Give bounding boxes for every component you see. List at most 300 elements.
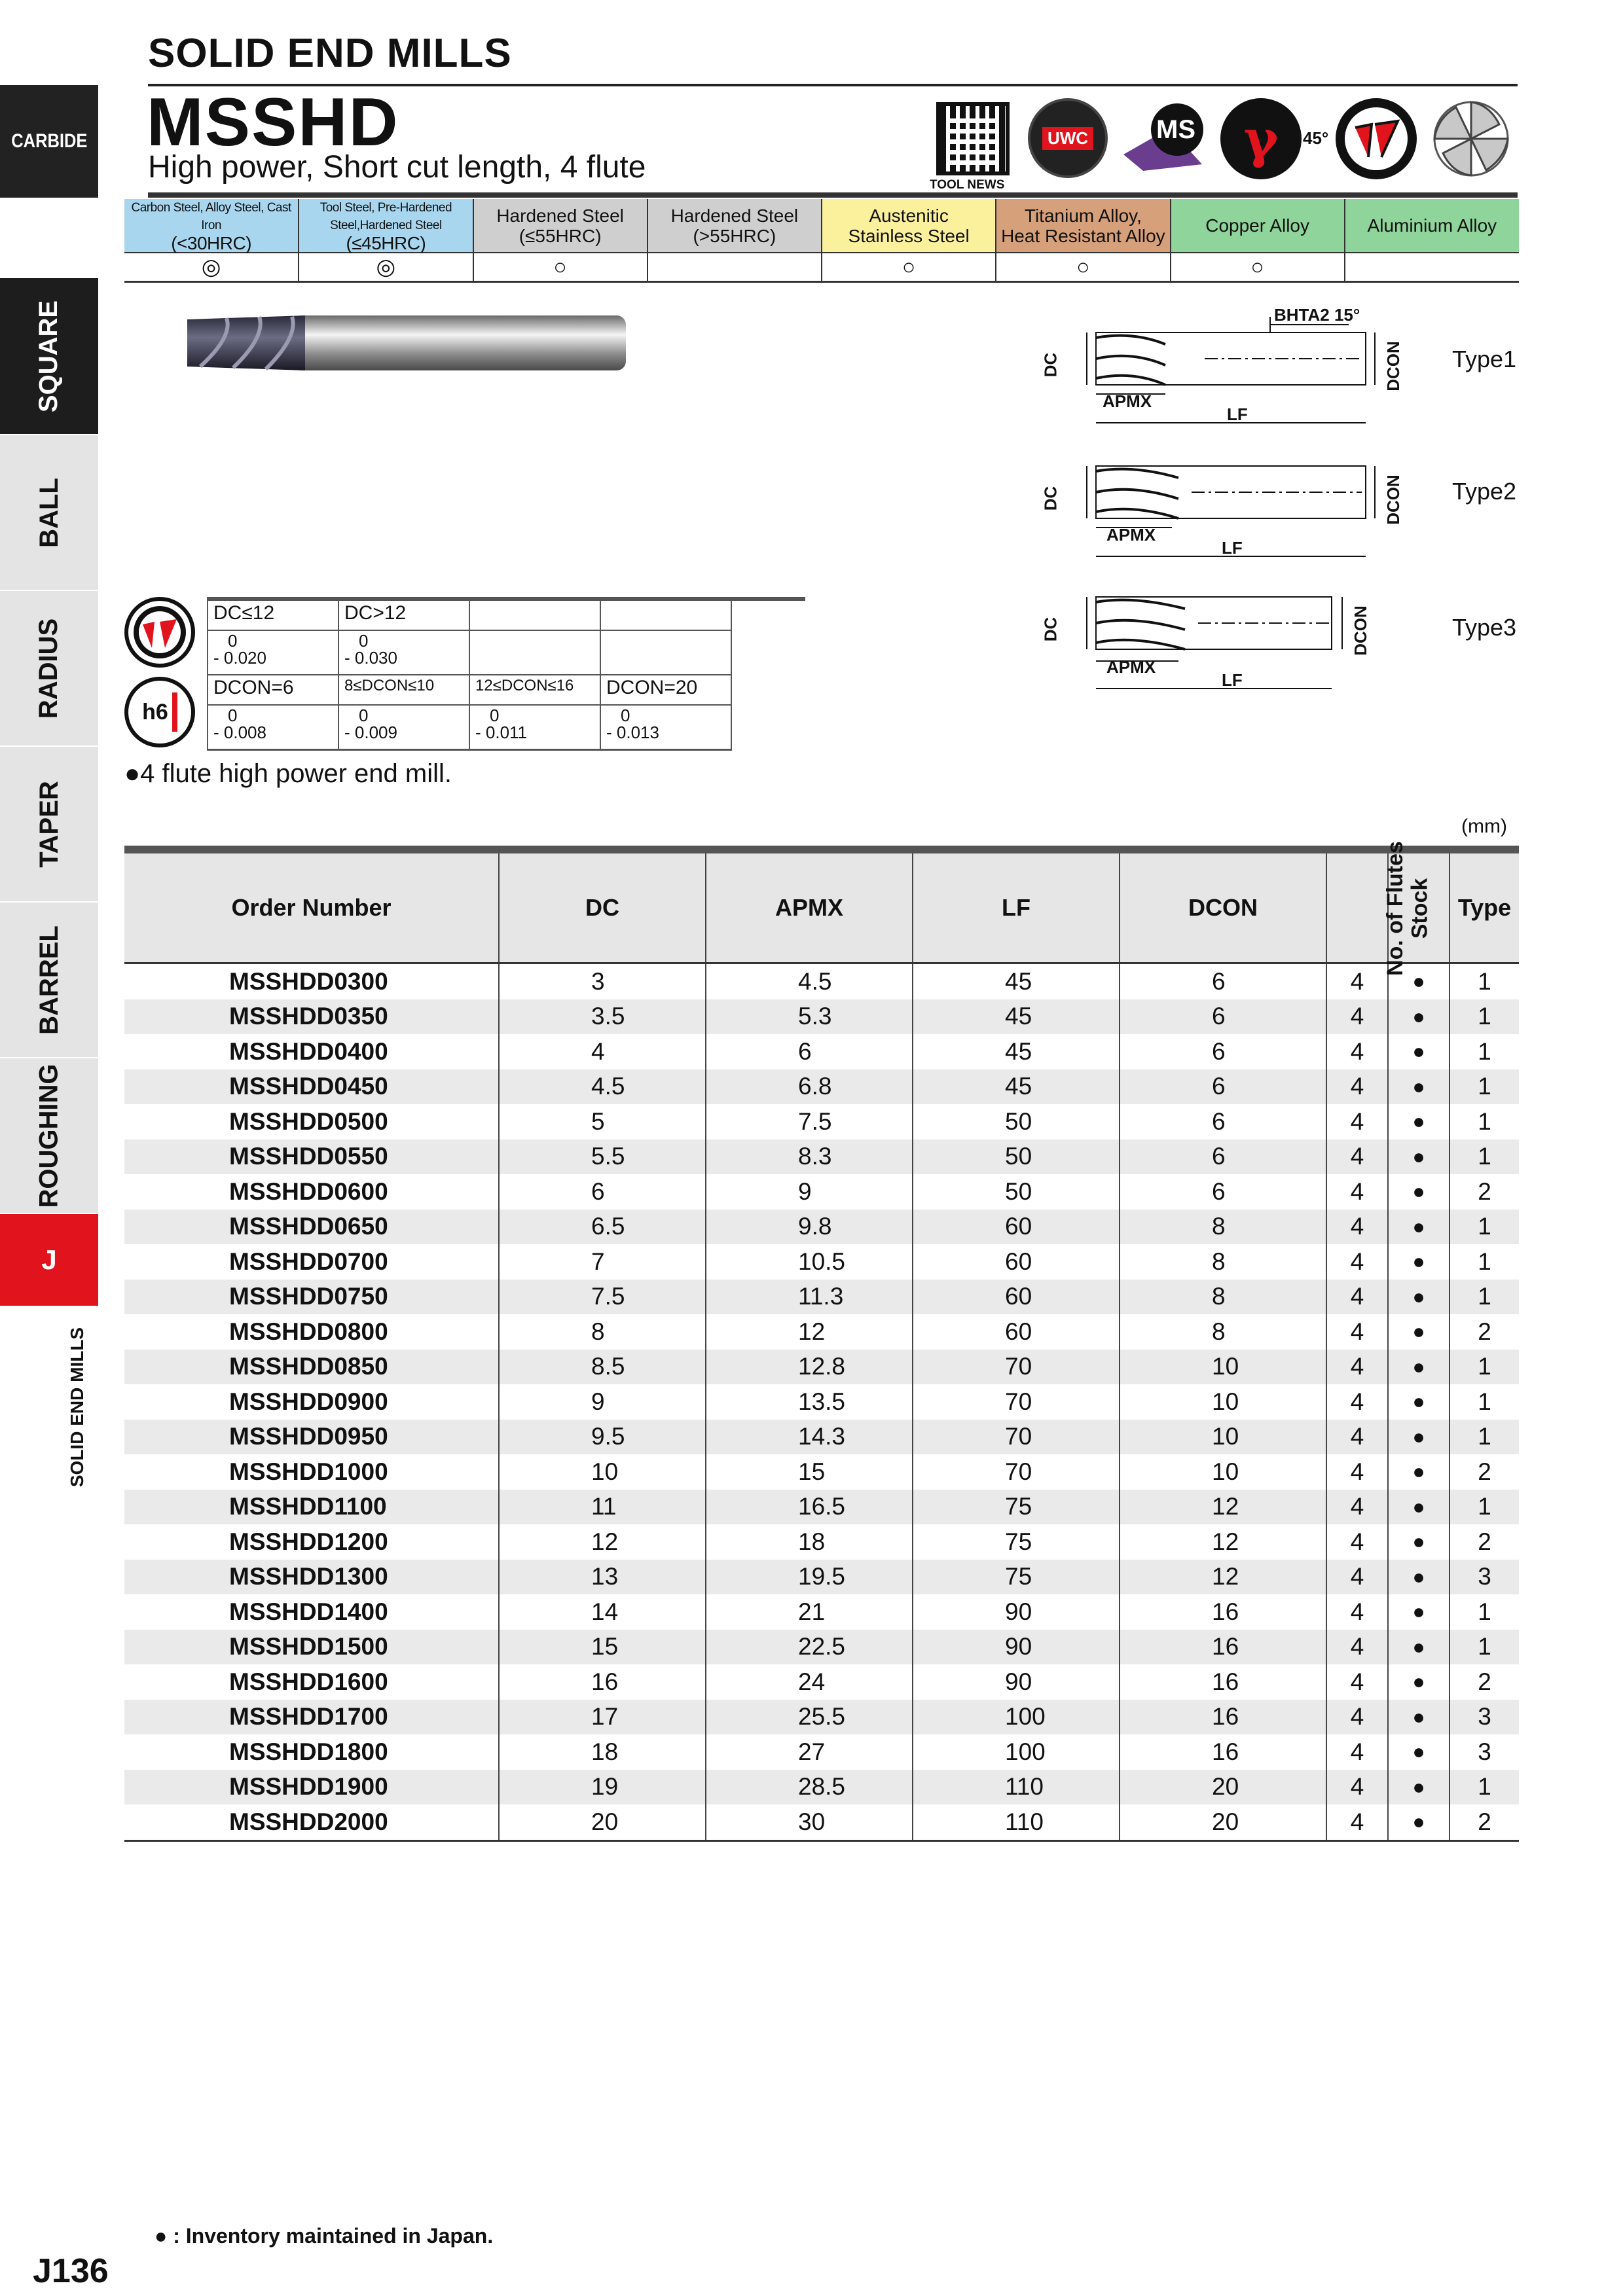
table-row xyxy=(124,1244,1519,1280)
cell-type: 1 xyxy=(1478,1598,1491,1625)
table-row xyxy=(124,1384,1519,1420)
cell-stock: ● xyxy=(1388,1560,1450,1595)
cell-stock: ● xyxy=(1388,1280,1450,1315)
cell-order-number[interactable]: MSSHDD1200 xyxy=(124,1524,499,1560)
tab-ball[interactable]: BALL xyxy=(0,435,98,590)
table-row xyxy=(124,1664,1519,1700)
tol-header: DCON=20 xyxy=(600,675,731,705)
cell-apmx: 15 xyxy=(706,1454,913,1490)
cell-dcon: 8 xyxy=(1120,1210,1326,1245)
cell-dc: 9.5 xyxy=(499,1420,706,1455)
cell-dc: 20 xyxy=(499,1804,706,1840)
header-dcon: DCON xyxy=(1120,850,1326,963)
tab-j-active[interactable]: J xyxy=(0,1214,98,1306)
cell-stock: ● xyxy=(1388,1244,1450,1280)
dcon-label-type1: DCON xyxy=(1383,341,1403,391)
type1-label: Type1 xyxy=(1452,346,1517,372)
cell-flutes: 4 xyxy=(1326,1420,1388,1455)
cell-order-number[interactable]: MSSHDD0650 xyxy=(124,1210,499,1245)
cell-dcon: 10 xyxy=(1120,1384,1326,1420)
cell-stock: ● xyxy=(1388,1630,1450,1665)
tab-radius[interactable]: RADIUS xyxy=(0,591,98,745)
cell-lf: 90 xyxy=(913,1664,1120,1700)
cell-stock: ● xyxy=(1388,1734,1450,1770)
cell-stock: ● xyxy=(1388,1384,1450,1420)
cell-flutes: 4 xyxy=(1326,1174,1388,1210)
cell-apmx: 7.5 xyxy=(706,1104,913,1139)
cell-order-number[interactable]: MSSHDD0600 xyxy=(124,1174,499,1210)
material-rating: ○ xyxy=(996,253,1170,282)
cell-type: 3 xyxy=(1450,1700,1519,1735)
footnote: ● : Inventory maintained in Japan. xyxy=(155,2224,494,2248)
end-mill-photo xyxy=(187,310,632,376)
tol-header: DC>12 xyxy=(338,601,469,630)
cell-lf: 70 xyxy=(913,1420,1120,1455)
cell-lf: 60 xyxy=(913,1244,1120,1280)
cell-dcon: 10 xyxy=(1120,1420,1326,1455)
cell-stock: ● xyxy=(1388,1139,1450,1175)
table-row xyxy=(124,1454,1519,1490)
material-rating: ○ xyxy=(473,253,647,282)
cell-type: 1 xyxy=(1450,1630,1519,1665)
dimension-diagrams xyxy=(1021,305,1525,711)
cell-flutes: 4 xyxy=(1326,1280,1388,1315)
cell-flutes: 4 xyxy=(1326,1560,1388,1595)
dcon-tolerance-value-row xyxy=(208,705,731,750)
cell-dc: 8.5 xyxy=(499,1350,706,1385)
cell-stock: ● xyxy=(1388,1104,1450,1139)
table-row xyxy=(124,963,1519,999)
table-row xyxy=(124,1174,1519,1210)
cell-stock: ● xyxy=(1388,1314,1450,1350)
cell-lf: 90 xyxy=(913,1594,1120,1630)
tol-value: 0 - 0.030 xyxy=(338,630,469,675)
cell-flutes: 4 xyxy=(1326,1594,1388,1630)
material-header: Tool Steel, Pre-Hardened Steel,Hardened Steel (≤45HRC) xyxy=(299,199,473,253)
material-header: Austenitic Stainless Steel xyxy=(822,199,996,253)
cell-apmx: 30 xyxy=(706,1804,913,1840)
cell-type: 2 xyxy=(1478,1318,1491,1345)
table-row xyxy=(124,1069,1519,1105)
cross-section-icon xyxy=(1427,98,1515,179)
cell-dcon: 6 xyxy=(1120,1174,1326,1210)
cell-order-number[interactable]: MSSHDD1500 xyxy=(124,1630,499,1665)
material-rating xyxy=(1345,253,1519,282)
cell-stock: ● xyxy=(1388,1490,1450,1525)
units-label: (mm) xyxy=(1461,816,1507,837)
cell-type: 1 xyxy=(1478,1107,1491,1135)
cell-dc: 10 xyxy=(499,1454,706,1490)
cell-apmx: 22.5 xyxy=(706,1630,913,1665)
cell-stock: ● xyxy=(1388,1069,1450,1105)
cell-lf: 100 xyxy=(913,1700,1120,1735)
cell-apmx: 12.8 xyxy=(706,1350,913,1385)
material-header: Carbon Steel, Alloy Steel, Cast Iron (<30HRC) xyxy=(124,199,299,253)
cell-lf: 45 xyxy=(913,963,1120,999)
cell-type: 1 xyxy=(1478,1388,1491,1415)
cell-type: 1 xyxy=(1450,1490,1519,1525)
work-material-table xyxy=(124,199,1519,283)
cell-dcon: 20 xyxy=(1120,1804,1326,1840)
bhta-label: BHTA2 15° xyxy=(1274,305,1360,325)
cell-order-number[interactable]: MSSHDD0400 xyxy=(124,1034,499,1069)
tol-value: 0 - 0.008 xyxy=(208,705,338,750)
cell-stock: ● xyxy=(1388,1594,1450,1630)
cell-lf: 70 xyxy=(913,1384,1120,1420)
material-rating: ○ xyxy=(822,253,996,282)
material-header-row xyxy=(124,199,1519,253)
cell-type: 2 xyxy=(1450,1804,1519,1840)
material-rating: ○ xyxy=(1171,253,1345,282)
cell-lf: 70 xyxy=(913,1350,1120,1385)
cell-apmx: 19.5 xyxy=(706,1560,913,1595)
cell-dcon: 16 xyxy=(1120,1630,1326,1665)
cell-lf: 110 xyxy=(913,1770,1120,1805)
tol-value xyxy=(469,630,600,675)
cell-flutes: 4 xyxy=(1326,1664,1388,1700)
cell-stock: ● xyxy=(1388,1174,1450,1210)
material-header: Titanium Alloy, Heat Resistant Alloy xyxy=(996,199,1170,253)
cell-type: 1 xyxy=(1450,1139,1519,1175)
cell-flutes: 4 xyxy=(1326,1314,1388,1350)
dc-tolerance-icon xyxy=(124,597,195,668)
table-header-row xyxy=(124,850,1519,963)
header-rule-bottom xyxy=(148,192,1518,198)
category-title: SOLID END MILLS xyxy=(148,31,512,76)
cell-order-number[interactable]: MSSHDD1300 xyxy=(124,1560,499,1595)
page-number: J136 xyxy=(33,2252,109,2290)
tab-carbide[interactable]: CARBIDE xyxy=(0,85,98,198)
cell-apmx: 4.5 xyxy=(706,963,913,999)
cell-lf: 50 xyxy=(913,1139,1120,1175)
cell-order-number[interactable]: MSSHDD1700 xyxy=(124,1700,499,1735)
cell-stock: ● xyxy=(1388,1524,1450,1560)
cell-dcon: 12 xyxy=(1120,1560,1326,1595)
lf-label-type3: LF xyxy=(1222,670,1243,690)
cell-lf: 45 xyxy=(913,1034,1120,1069)
cell-apmx: 6.8 xyxy=(706,1069,913,1105)
cell-dc: 19 xyxy=(499,1770,706,1805)
cell-type: 2 xyxy=(1478,1668,1491,1695)
table-row xyxy=(124,999,1519,1035)
cell-dc: 16 xyxy=(499,1664,706,1700)
cell-lf: 60 xyxy=(913,1314,1120,1350)
cell-order-number[interactable]: MSSHDD0300 xyxy=(124,963,499,999)
cell-dcon: 6 xyxy=(1120,1034,1326,1069)
cell-flutes: 4 xyxy=(1326,1069,1388,1105)
cell-apmx: 11.3 xyxy=(706,1280,913,1315)
dcon-label-type2: DCON xyxy=(1383,475,1403,525)
cell-type: 1 xyxy=(1478,967,1491,995)
cell-dcon: 6 xyxy=(1120,1104,1326,1139)
cell-dc: 4.5 xyxy=(499,1069,706,1105)
cell-stock: ● xyxy=(1388,1700,1450,1735)
cell-type: 1 xyxy=(1450,1280,1519,1315)
tab-roughing[interactable]: ROUGHING xyxy=(0,1058,98,1213)
material-rating-row xyxy=(124,253,1519,282)
cell-type: 1 xyxy=(1450,999,1519,1035)
header-lf: LF xyxy=(913,850,1120,963)
cell-dc: 6 xyxy=(499,1174,706,1210)
cell-apmx: 13.5 xyxy=(706,1384,913,1420)
material-rating xyxy=(647,253,822,282)
cell-lf: 45 xyxy=(913,1069,1120,1105)
cell-lf: 60 xyxy=(913,1280,1120,1315)
cell-lf: 75 xyxy=(913,1560,1120,1595)
cell-flutes: 4 xyxy=(1326,963,1388,999)
cell-apmx: 6 xyxy=(706,1034,913,1069)
product-table xyxy=(124,841,1519,1842)
tab-barrel[interactable]: BARREL xyxy=(0,903,98,1057)
cell-apmx: 25.5 xyxy=(706,1700,913,1735)
cell-dcon: 16 xyxy=(1120,1700,1326,1735)
table-row xyxy=(124,1524,1519,1560)
cell-dc: 11 xyxy=(499,1490,706,1525)
cell-type: 1 xyxy=(1450,1069,1519,1105)
cell-flutes: 4 xyxy=(1326,1454,1388,1490)
cell-order-number[interactable]: MSSHDD1000 xyxy=(124,1454,499,1490)
cell-flutes: 4 xyxy=(1326,1490,1388,1525)
cell-order-number[interactable]: MSSHDD0900 xyxy=(124,1384,499,1420)
cell-stock: ● xyxy=(1388,1770,1450,1805)
table-row xyxy=(124,1139,1519,1175)
cell-dcon: 16 xyxy=(1120,1664,1326,1700)
apmx-label-type2: APMX xyxy=(1106,525,1156,545)
table-row xyxy=(124,1490,1519,1525)
cell-flutes: 4 xyxy=(1326,1524,1388,1560)
cell-lf: 50 xyxy=(913,1104,1120,1139)
cell-apmx: 9 xyxy=(706,1174,913,1210)
cell-type: 2 xyxy=(1478,1177,1491,1205)
tol-header xyxy=(469,601,600,630)
ms-coating-icon: MS xyxy=(1117,102,1209,174)
cell-apmx: 21 xyxy=(706,1594,913,1630)
cell-order-number[interactable]: MSSHDD0550 xyxy=(124,1139,499,1175)
tol-value: 0 - 0.011 xyxy=(469,705,600,750)
cell-dc: 7 xyxy=(499,1244,706,1280)
table-row xyxy=(124,1804,1519,1840)
cell-dc: 9 xyxy=(499,1384,706,1420)
table-row xyxy=(124,1350,1519,1385)
cell-flutes: 4 xyxy=(1326,1034,1388,1069)
tab-taper[interactable]: TAPER xyxy=(0,747,98,901)
cell-dc: 12 xyxy=(499,1524,706,1560)
cell-apmx: 9.8 xyxy=(706,1210,913,1245)
dimension-diagrams-svg xyxy=(1021,305,1525,711)
cell-stock: ● xyxy=(1388,1664,1450,1700)
cell-stock: ● xyxy=(1388,963,1450,999)
table-row xyxy=(124,1104,1519,1139)
table-row xyxy=(124,1210,1519,1245)
table-row xyxy=(124,1700,1519,1735)
cell-apmx: 8.3 xyxy=(706,1139,913,1175)
helix-angle-icon: γ xyxy=(1220,98,1302,179)
cell-dc: 4 xyxy=(499,1034,706,1069)
tol-header xyxy=(600,601,731,630)
cell-stock: ● xyxy=(1388,1034,1450,1069)
tolerance-table xyxy=(207,601,732,751)
cell-dc: 3 xyxy=(499,963,706,999)
cell-type: 1 xyxy=(1450,1210,1519,1245)
cell-lf: 75 xyxy=(913,1490,1120,1525)
cell-dc: 5 xyxy=(499,1104,706,1139)
product-title: MSSHD xyxy=(147,84,399,160)
cell-order-number[interactable]: MSSHDD0700 xyxy=(124,1244,499,1280)
cell-apmx: 5.3 xyxy=(706,999,913,1035)
uwc-coating-icon: UWC xyxy=(1028,98,1108,178)
header-apmx: APMX xyxy=(706,850,913,963)
cell-lf: 70 xyxy=(913,1454,1120,1490)
cell-type: 1 xyxy=(1450,1420,1519,1455)
product-subtitle: High power, Short cut length, 4 flute xyxy=(148,150,646,185)
cell-stock: ● xyxy=(1388,1350,1450,1385)
type2-label: Type2 xyxy=(1452,478,1517,505)
cell-order-number[interactable]: MSSHDD1800 xyxy=(124,1734,499,1770)
cell-order-number[interactable]: MSSHDD1100 xyxy=(124,1490,499,1525)
cell-order-number[interactable]: MSSHDD0800 xyxy=(124,1314,499,1350)
cell-type: 1 xyxy=(1478,1247,1491,1275)
cell-dc: 7.5 xyxy=(499,1280,706,1315)
cell-dc: 14 xyxy=(499,1594,706,1630)
cell-dc: 3.5 xyxy=(499,999,706,1035)
cell-apmx: 16.5 xyxy=(706,1490,913,1525)
cell-flutes: 4 xyxy=(1326,999,1388,1035)
cell-apmx: 24 xyxy=(706,1664,913,1700)
tol-header: DCON=6 xyxy=(208,675,338,705)
cell-type: 2 xyxy=(1478,1528,1491,1555)
material-header: Hardened Steel (>55HRC) xyxy=(647,199,822,253)
cell-order-number[interactable]: MSSHDD0750 xyxy=(124,1280,499,1315)
material-rating: ◎ xyxy=(124,253,299,282)
cell-dcon: 8 xyxy=(1120,1280,1326,1315)
table-row xyxy=(124,1280,1519,1315)
cell-dcon: 12 xyxy=(1120,1524,1326,1560)
cell-flutes: 4 xyxy=(1326,1630,1388,1665)
cell-dc: 13 xyxy=(499,1560,706,1595)
cell-lf: 75 xyxy=(913,1524,1120,1560)
cell-lf: 45 xyxy=(913,999,1120,1035)
cell-order-number[interactable]: MSSHDD1600 xyxy=(124,1664,499,1700)
cell-dcon: 8 xyxy=(1120,1244,1326,1280)
cell-order-number[interactable]: MSSHDD0350 xyxy=(124,999,499,1035)
cell-flutes: 4 xyxy=(1326,1700,1388,1735)
h6-shank-tolerance-icon: h6 xyxy=(124,677,195,747)
header-type: Type xyxy=(1450,850,1519,963)
dc-tolerance-header-row xyxy=(208,601,731,630)
cell-lf: 50 xyxy=(913,1174,1120,1210)
flute-geometry-icon xyxy=(1336,98,1417,179)
cell-dcon: 6 xyxy=(1120,1069,1326,1105)
cell-order-number[interactable]: MSSHDD0850 xyxy=(124,1350,499,1385)
feature-text: ●4 flute high power end mill. xyxy=(124,759,452,788)
header-dc: DC xyxy=(499,850,706,963)
cell-dcon: 16 xyxy=(1120,1594,1326,1630)
cell-order-number[interactable]: MSSHDD2000 xyxy=(124,1804,499,1840)
material-header: Aluminium Alloy xyxy=(1345,199,1519,253)
cell-apmx: 27 xyxy=(706,1734,913,1770)
tol-header: DC≤12 xyxy=(208,601,338,630)
table-row xyxy=(124,1594,1519,1630)
cell-flutes: 4 xyxy=(1326,1350,1388,1385)
side-section-label: SOLID END MILLS xyxy=(67,1327,88,1488)
material-rating: ◎ xyxy=(299,253,473,282)
tab-square[interactable]: SQUARE xyxy=(0,278,98,434)
type3-label: Type3 xyxy=(1452,614,1517,641)
tol-value: 0 - 0.009 xyxy=(338,705,469,750)
cell-dc: 18 xyxy=(499,1734,706,1770)
cell-apmx: 28.5 xyxy=(706,1770,913,1805)
lf-label-type1: LF xyxy=(1227,404,1248,424)
tol-header: 12≤DCON≤16 xyxy=(469,675,600,705)
cell-dc: 17 xyxy=(499,1700,706,1735)
tol-value: 0 - 0.013 xyxy=(600,705,731,750)
cell-dcon: 8 xyxy=(1120,1314,1326,1350)
table-row xyxy=(124,1770,1519,1805)
cell-dcon: 10 xyxy=(1120,1454,1326,1490)
cell-type: 1 xyxy=(1478,1037,1491,1065)
cell-flutes: 4 xyxy=(1326,1384,1388,1420)
cell-type: 1 xyxy=(1450,1350,1519,1385)
cell-order-number[interactable]: MSSHDD1400 xyxy=(124,1594,499,1630)
cell-flutes: 4 xyxy=(1326,1244,1388,1280)
cell-apmx: 12 xyxy=(706,1314,913,1350)
header-flutes: No. of Flutes xyxy=(1326,850,1388,963)
cell-lf: 90 xyxy=(913,1630,1120,1665)
cell-order-number[interactable]: MSSHDD0450 xyxy=(124,1069,499,1105)
cell-dcon: 6 xyxy=(1120,963,1326,999)
dcon-tolerance-header-row xyxy=(208,675,731,705)
cell-stock: ● xyxy=(1388,1454,1450,1490)
tol-value: 0 - 0.020 xyxy=(208,630,338,675)
cell-order-number[interactable]: MSSHDD0950 xyxy=(124,1420,499,1455)
dc-tolerance-value-row xyxy=(208,630,731,675)
material-header: Copper Alloy xyxy=(1171,199,1345,253)
cell-stock: ● xyxy=(1388,1210,1450,1245)
cell-dc: 8 xyxy=(499,1314,706,1350)
cell-lf: 60 xyxy=(913,1210,1120,1245)
cell-type: 3 xyxy=(1450,1560,1519,1595)
cell-dcon: 6 xyxy=(1120,999,1326,1035)
helix-angle-value: 45° xyxy=(1303,128,1329,148)
cell-lf: 110 xyxy=(913,1804,1120,1840)
cell-order-number[interactable]: MSSHDD0500 xyxy=(124,1104,499,1139)
cell-flutes: 4 xyxy=(1326,1210,1388,1245)
cell-dc: 5.5 xyxy=(499,1139,706,1175)
table-row xyxy=(124,1420,1519,1455)
cell-dcon: 20 xyxy=(1120,1770,1326,1805)
cell-flutes: 4 xyxy=(1326,1104,1388,1139)
cell-stock: ● xyxy=(1388,999,1450,1035)
cell-lf: 100 xyxy=(913,1734,1120,1770)
cell-order-number[interactable]: MSSHDD1900 xyxy=(124,1770,499,1805)
qr-code-icon[interactable] xyxy=(936,102,1010,175)
table-row xyxy=(124,1560,1519,1595)
cell-flutes: 4 xyxy=(1326,1804,1388,1840)
tol-value xyxy=(600,630,731,675)
apmx-label-type3: APMX xyxy=(1106,657,1156,677)
cell-apmx: 10.5 xyxy=(706,1244,913,1280)
cell-stock: ● xyxy=(1388,1804,1450,1840)
cell-dcon: 16 xyxy=(1120,1734,1326,1770)
dcon-label-type3: DCON xyxy=(1350,605,1370,656)
cell-apmx: 18 xyxy=(706,1524,913,1560)
table-row xyxy=(124,1734,1519,1770)
cell-dc: 15 xyxy=(499,1630,706,1665)
cell-dcon: 10 xyxy=(1120,1350,1326,1385)
cell-stock: ● xyxy=(1388,1420,1450,1455)
cell-dc: 6.5 xyxy=(499,1210,706,1245)
cell-apmx: 14.3 xyxy=(706,1420,913,1455)
